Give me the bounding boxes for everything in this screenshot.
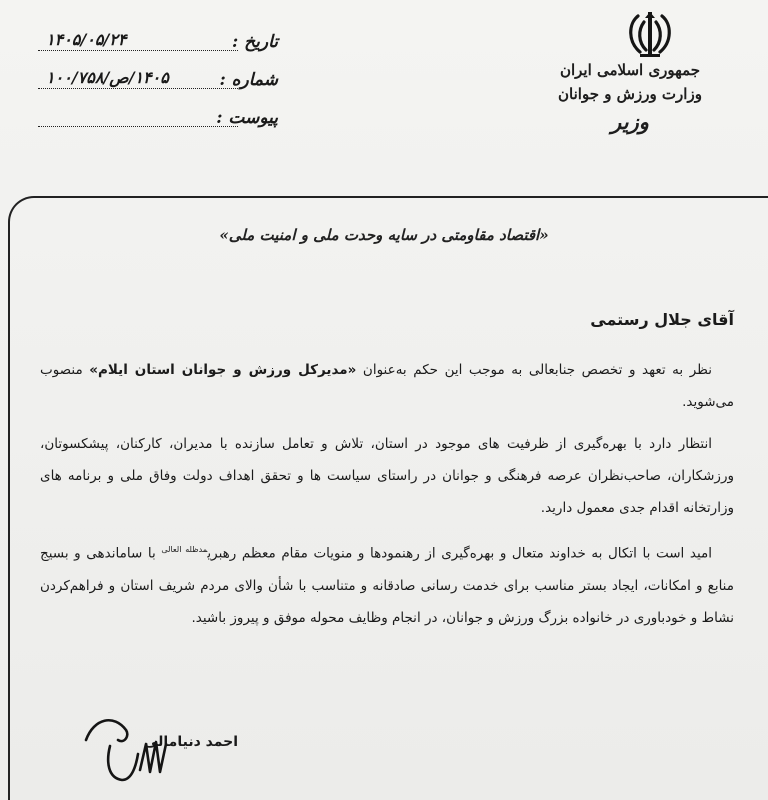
letter-body	[40, 304, 734, 644]
honorific: مدظله العالی	[161, 545, 208, 554]
date-value: ۱۴۰۵/۰۵/۲۴	[46, 30, 127, 49]
letterhead	[0, 0, 768, 190]
attachment-label: پیوست :	[216, 108, 278, 128]
attachment-row	[38, 104, 278, 142]
minister-title: وزیر	[611, 109, 649, 134]
ministry-name: وزارت ورزش و جوانان	[558, 85, 702, 103]
paragraph-3-start: امید است با اتکال به خداوند متعال و بهره‌گیری از رهنمودها و منویات مقام معظم رهبری	[207, 545, 713, 562]
appointment-title: «مدیرکل ورزش و جوانان استان ایلام»	[89, 362, 357, 378]
paragraph-1-end: منصوب می‌شوید.	[40, 362, 734, 410]
paragraph-3	[40, 534, 734, 634]
ministry-block	[530, 58, 730, 134]
date-line	[38, 50, 238, 51]
paragraph-2: انتظار دارد با بهره‌گیری از ظرفیت های موجود در استان، تلاش و تعامل سازنده با مدیران، کارکنان، پیشکسوتان، ورزشکاران، صاحب‌نظران عرصه فرهنگی و جوانان در راستای سیاست ها و تحقق اهداف دولت وفاق ملی و برنامه های وزارتخانه اقدام جدی معمول دارید.	[40, 436, 734, 516]
country-name: جمهوری اسلامی ایران	[559, 61, 701, 79]
letter-meta	[38, 28, 278, 142]
number-line	[38, 88, 238, 89]
number-label: شماره :	[219, 70, 278, 90]
attachment-line	[38, 126, 238, 127]
paragraph-1-start: نظر به تعهد و تخصص جنابعالی به موجب این حکم به‌عنوان	[362, 362, 713, 378]
number-row	[38, 66, 278, 104]
paragraph-1	[40, 354, 734, 418]
paragraph-3-end: با ساماندهی و بسیج منابع و امکانات، ایجاد بستر مناسب برای خدمت رسانی صادقانه و متناسب با شأن والای مردم شریف استان و فراهم‌کردن نشاط و خودباوری در خانواده بزرگ ورزش و جوانان، در انجام وظایف محوله موفق و پیروز باشید.	[40, 545, 734, 626]
motto: «اقتصاد مقاومتی در سایه وحدت ملی و امنیت ملی»	[219, 226, 549, 244]
date-row	[38, 28, 278, 66]
iran-emblem-icon	[620, 8, 680, 60]
number-value: ۱۴۰۵/ص/۱۰۰/۷۵۸	[46, 68, 169, 87]
signatory-name: احمد دنیامالی	[144, 734, 238, 750]
date-label: تاریخ :	[231, 32, 278, 52]
addressee: آقای جلال رستمی	[590, 310, 734, 329]
signature-icon	[66, 700, 196, 790]
